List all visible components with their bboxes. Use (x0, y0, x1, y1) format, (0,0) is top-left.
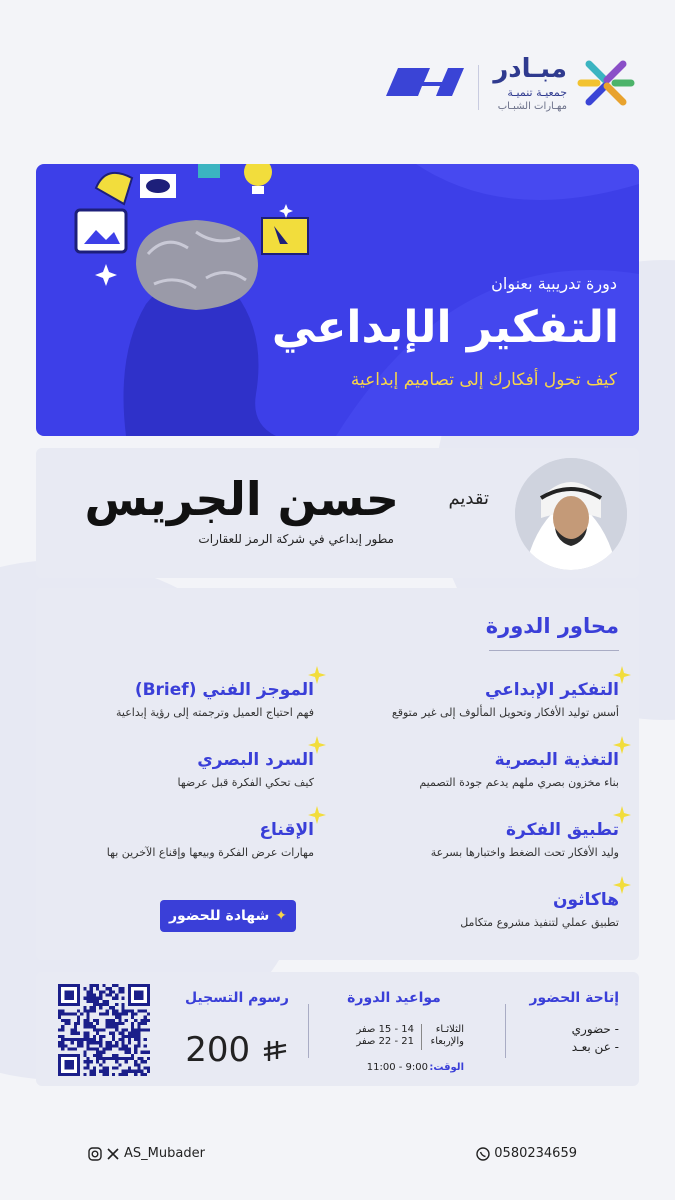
course-topics-card (36, 588, 639, 960)
hero-pretitle: دورة تدريبية بعنوان (491, 274, 617, 293)
attendance-section (509, 990, 619, 1056)
topic-description: فهم احتياج العميل وترجمته إلى رؤية إبداعية (115, 706, 314, 719)
qr-code-icon[interactable] (58, 984, 150, 1076)
schedule-date: 21 - 22 صفر (356, 1036, 414, 1047)
lightbulb-icon (244, 164, 272, 194)
schedule-date: 14 - 15 صفر (356, 1024, 414, 1035)
avatar (515, 458, 627, 570)
whatsapp-icon (476, 1147, 490, 1161)
topic-title: السرد البصري (197, 750, 314, 770)
topic-title: التغذية البصرية (494, 750, 619, 770)
topic-item (44, 680, 314, 719)
topics-heading: محاور الدورة (485, 614, 619, 638)
eye-icon (140, 174, 176, 198)
topic-title: الإقناع (259, 820, 314, 840)
footer-social[interactable] (88, 1146, 205, 1161)
topic-item (44, 750, 314, 789)
sparkle-icon (308, 666, 326, 684)
sparkle-icon: ✦ (275, 908, 288, 924)
sparkle-icon (613, 736, 631, 754)
info-divider (505, 1004, 506, 1058)
sparkle-icon (308, 736, 326, 754)
course-info-card (36, 972, 639, 1086)
phone-number: 0580234659 (494, 1146, 577, 1161)
topic-description: بناء مخزون بصري ملهم يدعم جودة التصميم (419, 776, 619, 789)
academy-mark-icon (380, 58, 470, 102)
topic-title: تطبيق الفكرة (505, 820, 619, 840)
certificate-badge (160, 900, 296, 932)
topic-title: هاكاثون (553, 890, 619, 910)
topic-description: تطبيق عملي لتنفيذ مشروع متكامل (460, 916, 619, 929)
topic-item (44, 820, 314, 859)
schedule-time: 9:00 - 11:00 (366, 1062, 428, 1073)
topic-description: أسس توليد الأفكار وتحويل المألوف إلى غير متوقع (391, 706, 619, 719)
hero-title: التفكير الإبداعي (271, 302, 619, 353)
riyal-icon (261, 1039, 289, 1065)
social-handle: AS_Mubader (124, 1146, 205, 1161)
mubader-name: مبـادر (493, 54, 567, 84)
hero-banner (36, 164, 639, 436)
logo-bar (0, 50, 675, 130)
schedule-separator (421, 1024, 422, 1050)
sparkle-icon (613, 876, 631, 894)
puzzle-icon (174, 164, 220, 178)
topic-title: التفكير الإبداعي (484, 680, 619, 700)
logo-divider (478, 65, 479, 110)
schedule-time-label: الوقت: (429, 1062, 464, 1073)
schedule-heading: مواعيد الدورة (347, 990, 441, 1006)
topic-title: الموجز الفني (Brief) (134, 680, 314, 700)
academy-logo (380, 58, 470, 118)
topic-description: كيف تحكي الفكرة قبل عرضها (177, 776, 314, 789)
fee-section (179, 990, 289, 1070)
mubader-mark-icon (575, 52, 637, 114)
instagram-icon (88, 1147, 102, 1161)
footer (0, 1144, 675, 1168)
schedule-days: الثلاثـاء (435, 1024, 464, 1035)
sparkle-icon (308, 806, 326, 824)
footer-phone[interactable] (476, 1146, 577, 1161)
attendance-option: - حضوري (571, 1022, 619, 1036)
presenter-card (36, 448, 639, 578)
cursor-icon (262, 218, 308, 254)
topic-item (349, 890, 619, 929)
attendance-heading: إتاحة الحضور (529, 990, 619, 1006)
fee-heading: رسوم التسجيل (184, 990, 289, 1006)
certificate-label: شهادة للحضور (168, 908, 270, 924)
x-icon (106, 1147, 120, 1161)
schedule-section (324, 990, 464, 1073)
sparkle-icon (613, 666, 631, 684)
mubader-subtitle-2: مهـارات الشبـاب (497, 101, 567, 112)
info-divider (308, 1004, 309, 1058)
presenter-intro-label: تقديم (448, 488, 489, 509)
brain-illustration (36, 164, 336, 436)
hero-subtitle: كيف تحول أفكارك إلى تصاميم إبداعية (350, 370, 617, 390)
presenter-photo (515, 458, 627, 570)
topic-item (349, 820, 619, 859)
mubader-subtitle: جمعيـة تنميـة (507, 86, 567, 99)
topic-item (349, 680, 619, 719)
topic-item (349, 750, 619, 789)
topic-description: وليد الأفكار تحت الضغط واختبارها بسرعة (430, 846, 619, 859)
schedule-days: والإربعاء (430, 1036, 464, 1047)
attendance-option: - عن بعـد (571, 1040, 619, 1054)
sparkle-icon (613, 806, 631, 824)
topic-description: مهارات عرض الفكرة وبيعها وإقناع الآخرين بها (106, 846, 314, 859)
topics-divider (489, 650, 619, 651)
presenter-role: مطور إبداعي في شركة الرمز للعقارات (198, 532, 394, 546)
image-icon (76, 210, 126, 252)
fee-value: 200 (185, 1030, 251, 1070)
fee-amount (185, 1030, 289, 1070)
presenter-name: حسن الجريس (84, 472, 399, 526)
